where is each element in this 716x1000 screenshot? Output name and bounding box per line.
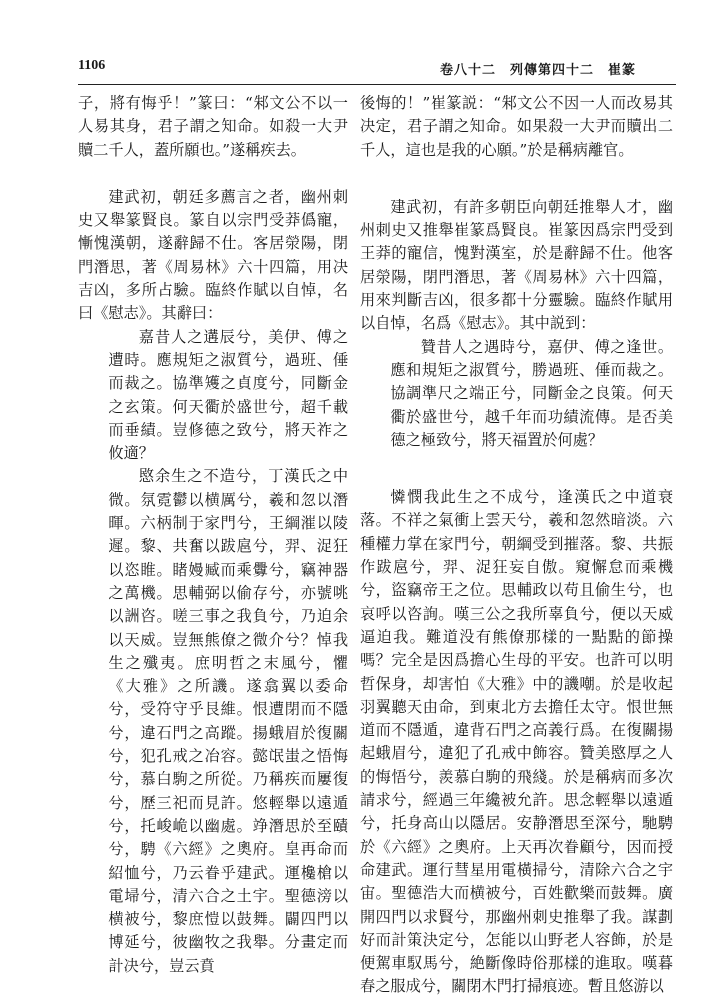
page-header (78, 58, 676, 82)
verse-paragraph: 贊昔人之遇時兮，嘉伊、傅之逢世。應和規矩之淑質兮，勝過班、倕而裁之。協調準尺之端正兮，同斷金之良策。何天衢於盛世兮，越千年而功績流傳。是否美德之極致兮，將天福置於何處？ (390, 337, 673, 449)
classical-text-column (78, 92, 348, 978)
verse-paragraph: 嘉昔人之遘辰兮，美伊、傅之遭時。應規矩之淑質兮，過班、倕而裁之。協準矱之貞度兮，同斷金之玄策。何天衢於盛世兮，超千載而垂績。豈修德之致兮，將天祚之攸適？ (108, 327, 348, 463)
header-rule (78, 84, 676, 85)
text-paragraph: 建武初，朝廷多薦言之者，幽州刺史又舉篆賢良。篆自以宗門受莽僞寵，慚愧漢朝，遂辭歸不仕。客居滎陽，閉門潛思，著《周易林》六十四篇，用决吉凶，多所占驗。臨終作賦以自悼，名曰《慰志》。其辭曰： (78, 187, 348, 323)
translation-column (360, 92, 673, 999)
page-number: 1106 (78, 58, 106, 73)
verse-paragraph: 憐憫我此生之不成兮，逢漢氏之中道衰落。不祥之氣衝上雲天兮，羲和忽然暗淡。六種權力掌在家門兮，朝綱受到摧落。黎、共振作跋扈兮，羿、浞狂妄自傲。窺懈怠而乘機兮，盜竊帝王之位。思輔政以苟且偷生兮，也哀呼以咨詢。嘆三公之我所辜負兮，便以天威逼迫我。難道没有熊僚那樣的一點點的節操嗎？完全是因爲擔心生母的平安。也許可以明哲保身，却害怕《大雅》中的譏嘲。於是收起羽翼聽天由命，到東北方去擔任太守。恨世無道而不隱遁，違背石門之高義行爲。在復關揚起蛾眉兮，違犯了孔戒中飾容。贊美愍厚之人的悔悟兮，羨慕白駒的飛綫。於是稱病而多次請求兮，經過三年纔被允許。思念輕舉以遠遁兮，托身高山以隱居。安静潛思至深兮，馳騁於《六經》之奧府。上天再次眷顧兮，因而授命建武。運行彗星用電橫掃兮，清除六合之宇宙。聖德浩大而横被兮，百姓歡樂而鼓舞。廣開四門以求賢兮，那幽州刺史推舉了我。謀劃好而計策決定兮，怎能以山野老人容飾，於是便駕車馭馬兮，絶斷像時俗那樣的進取。嘆暮春之服成兮，關閉木門打掃痕迹。暫且悠游以 (360, 488, 673, 996)
running-head: 卷八十二 列傳第四十二 崔篆 (439, 63, 636, 78)
text-paragraph: 子，將有悔乎！”篆曰：“邾文公不以一人易其身，君子謂之知命。如殺一大尹贖二千人，蓋所願也。”遂稱疾去。 (78, 94, 348, 159)
text-paragraph: 建武初，有許多朝臣向朝廷推舉人才，幽州刺史又推舉崔篆爲賢良。崔篆因爲宗門受到王莽的寵信，愧對漢室，於是辭歸不仕。他客居滎陽，閉門潛思，著《周易林》六十四篇，用來判斷吉凶，很多都十分靈驗。臨終作賦用以自悼，名爲《慰志》。其中説到： (360, 197, 673, 333)
text-paragraph: 後悔的！”崔篆説：“邾文公不因一人而改易其决定，君子謂之知命。如果殺一大尹而贖出二千人，這也是我的心願。”於是稱病離官。 (360, 94, 673, 159)
verse-paragraph: 愍余生之不造兮，丁漢氏之中微。氛霓鬱以横厲兮，羲和忽以潛暉。六柄制于家門兮，王綱漼以陵遲。黎、共奮以跋扈兮，羿、浞狂以恣睢。睹嫚臧而乘釁兮，竊神器之萬機。思輔弼以偷存兮，亦號咷以詶咨。嗟三事之我負兮，乃迫余以天威。豈無熊僚之微介兮？悼我生之殲夷。庶明哲之末風兮，懼《大雅》之所譏。遂翕翼以委命兮，受符守乎艮維。恨遭閉而不隱兮，違石門之高蹤。揚蛾眉於復關兮，犯孔戒之冶容。懿氓蚩之悟悔兮，慕白駒之所從。乃稱疾而屢復兮，歷三祀而見許。悠輕舉以遠遁兮，托峻峗以幽處。竫潛思於至賾兮，騁《六經》之奧府。皇再命而紹恤兮，乃云眷乎建武。運欃槍以電埽兮，清六合之土宇。聖德滂以横被兮，黎庶愷以鼓舞。闢四門以博延兮，彼幽牧之我舉。分畫定而計决兮，豈云賁 (108, 467, 348, 975)
